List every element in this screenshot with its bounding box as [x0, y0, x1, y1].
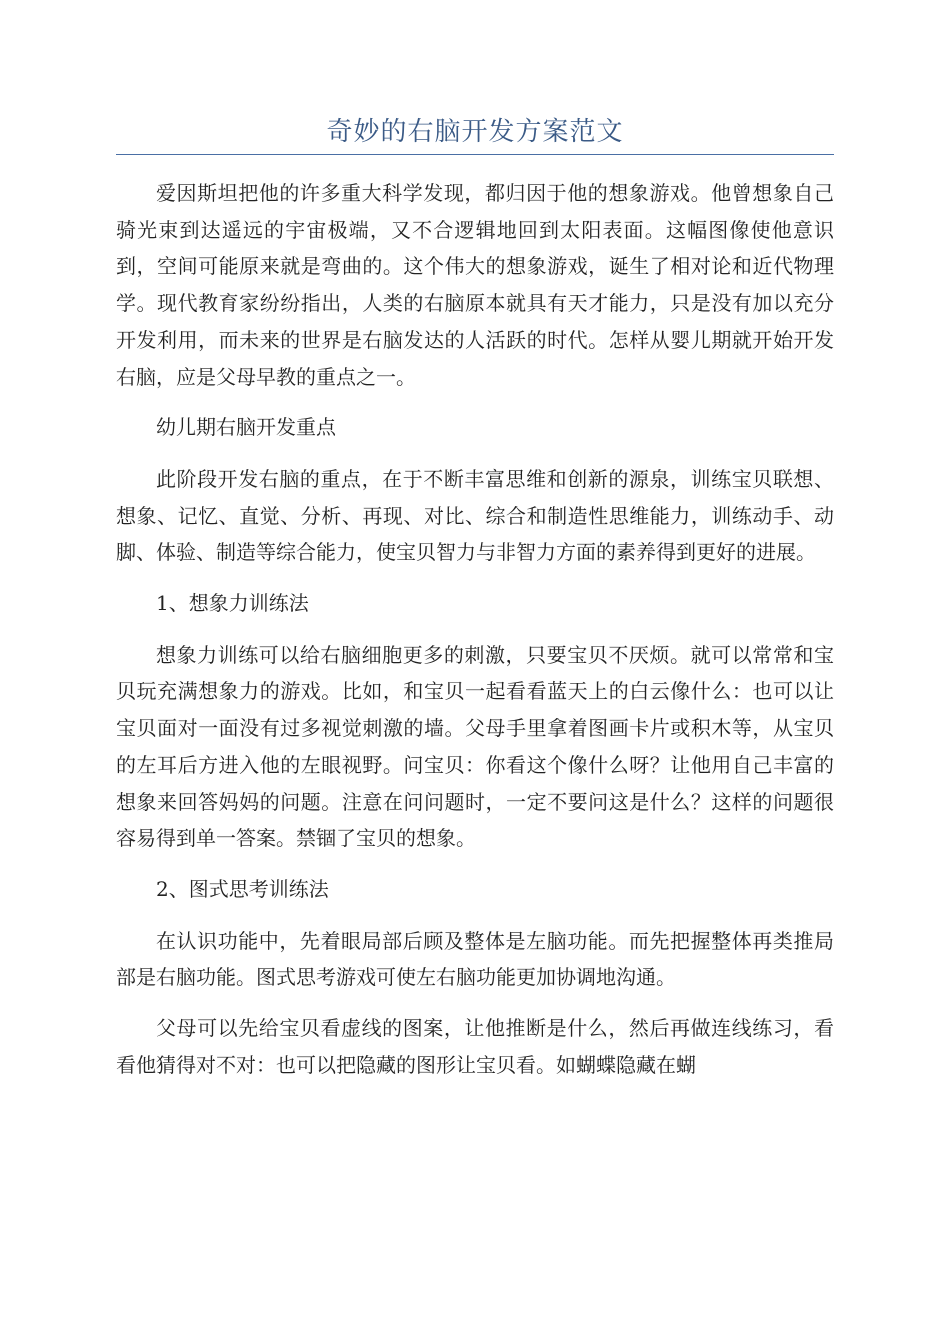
paragraph-imagination: 想象力训练可以给右脑细胞更多的刺激，只要宝贝不厌烦。就可以常常和宝贝玩充满想象力的游戏。比如，和宝贝一起看看蓝天上的白云像什么：也可以让宝贝面对一面没有过多视觉刺激的墙。父母手里拿着图画卡片或积木等，从宝贝的左耳后方进入他的左眼视野。问宝贝：你看这个像什么呀？让他用自己丰富的想象来回答妈妈的问题。注意在问问题时，一定不要问这是什么？这样的问题很容易得到单一答案。禁锢了宝贝的想象。 [116, 642, 834, 851]
document-body [116, 175, 834, 1097]
section-heading-imagination-training: 1、想象力训练法 [156, 591, 309, 616]
title-underline [116, 154, 834, 155]
paragraph-graphic-thinking: 在认识功能中，先着眼局部后顾及整体是左脑功能。而先把握整体再类推局部是右脑功能。图式思考游戏可使左右脑功能更加协调地沟通。 [116, 928, 834, 990]
paragraph-intro: 爱因斯坦把他的许多重大科学发现，都归因于他的想象游戏。他曾想象自己骑光束到达遥远的宇宙极端，又不合逻辑地回到太阳表面。这幅图像使他意识到，空间可能原来就是弯曲的。这个伟大的想象游戏，诞生了相对论和近代物理学。现代教育家纷纷指出，人类的右脑原本就具有天才能力，只是没有加以充分开发利用，而未来的世界是右脑发达的人活跃的时代。怎样从婴儿期就开始开发右脑，应是父母早教的重点之一。 [116, 181, 834, 389]
paragraph-dotted-patterns: 父母可以先给宝贝看虚线的图案，让他推断是什么，然后再做连线练习，看看他猜得对不对：也可以把隐藏的图形让宝贝看。如蝴蝶隐藏在蝴 [116, 1016, 834, 1077]
section-heading-early-childhood: 幼儿期右脑开发重点 [156, 415, 336, 440]
paragraph-focus: 此阶段开发右脑的重点，在于不断丰富思维和创新的源泉，训练宝贝联想、想象、记忆、直觉、分析、再现、对比、综合和制造性思维能力，训练动手、动脚、体验、制造等综合能力，使宝贝智力与非智力方面的素养得到更好的进展。 [116, 466, 834, 565]
document-title: 奇妙的右脑开发方案范文 [326, 117, 624, 147]
section-heading-graphic-thinking: 2、图式思考训练法 [156, 876, 329, 901]
